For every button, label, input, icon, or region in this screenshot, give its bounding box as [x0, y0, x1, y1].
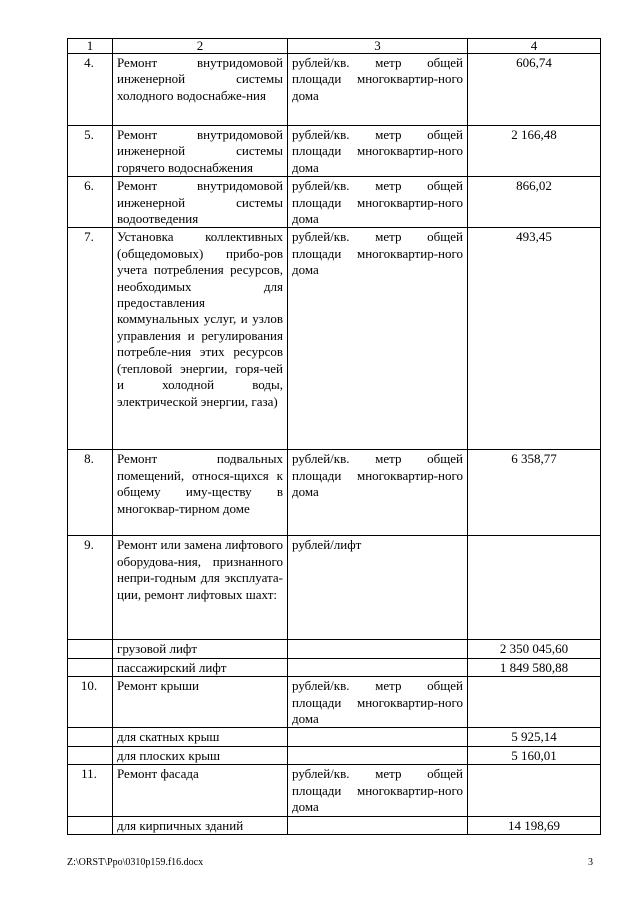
cost-value-cell: 14 198,69 [468, 816, 601, 834]
cost-value-cell [468, 765, 601, 816]
row-number-cell: 4. [68, 54, 113, 126]
unit-cell [288, 640, 468, 658]
unit-cell [288, 728, 468, 746]
work-name-cell: пассажирский лифт [113, 658, 288, 676]
row-number-cell [68, 728, 113, 746]
cost-value-cell: 1 849 580,88 [468, 658, 601, 676]
row-number-cell [68, 640, 113, 658]
header-cell-3: 3 [288, 39, 468, 54]
work-name-cell: Ремонт внутридомовой инженерной системы холодного водоснабже-ния [113, 54, 288, 126]
work-name-cell: грузовой лифт [113, 640, 288, 658]
unit-cell: рублей/лифт [288, 536, 468, 640]
row-number-cell: 8. [68, 450, 113, 536]
cost-value-cell [468, 536, 601, 640]
header-cell-1: 1 [68, 39, 113, 54]
work-name-cell: Ремонт подвальных помещений, относя-щихся к общему иму-ществу в многоквар-тирном доме [113, 450, 288, 536]
unit-cell: рублей/кв. метр общей площади многоквартир-ного дома [288, 126, 468, 177]
unit-cell: рублей/кв. метр общей площади многоквартир-ного дома [288, 677, 468, 728]
unit-cell [288, 658, 468, 676]
cost-value-cell: 5 160,01 [468, 746, 601, 764]
table-row [68, 677, 601, 728]
unit-cell: рублей/кв. метр общей площади многоквартир-ного дома [288, 177, 468, 228]
table-row [68, 728, 601, 746]
table-row [68, 640, 601, 658]
work-name-cell: Ремонт крыши [113, 677, 288, 728]
row-number-cell: 5. [68, 126, 113, 177]
cost-value-cell: 5 925,14 [468, 728, 601, 746]
row-number-cell: 9. [68, 536, 113, 640]
table-row [68, 126, 601, 177]
page-number: 3 [588, 857, 593, 868]
cost-value-cell: 866,02 [468, 177, 601, 228]
unit-cell: рублей/кв. метр общей площади многоквартир-ного дома [288, 54, 468, 126]
table-row [68, 228, 601, 450]
table-row [68, 658, 601, 676]
unit-cell: рублей/кв. метр общей площади многоквартир-ного дома [288, 765, 468, 816]
work-name-cell: Ремонт или замена лифтового оборудова-ния, признанного непри-годным для эксплуата-ции, ремонт лифтовых шахт: [113, 536, 288, 640]
cost-value-cell [468, 677, 601, 728]
work-name-cell: для кирпичных зданий [113, 816, 288, 834]
work-name-cell: Ремонт фасада [113, 765, 288, 816]
work-name-cell: для плоских крыш [113, 746, 288, 764]
row-number-cell [68, 746, 113, 764]
table-row [68, 450, 601, 536]
row-number-cell: 6. [68, 177, 113, 228]
cost-value-cell: 606,74 [468, 54, 601, 126]
row-number-cell: 10. [68, 677, 113, 728]
table-row [68, 746, 601, 764]
work-name-cell: Ремонт внутридомовой инженерной системы горячего водоснабжения [113, 126, 288, 177]
header-cell-2: 2 [113, 39, 288, 54]
work-name-cell: для скатных крыш [113, 728, 288, 746]
unit-cell: рублей/кв. метр общей площади многоквартир-ного дома [288, 228, 468, 450]
header-row [68, 39, 601, 54]
row-number-cell: 11. [68, 765, 113, 816]
tariff-table [67, 38, 601, 835]
row-number-cell [68, 658, 113, 676]
table-row [68, 536, 601, 640]
footer-file-path: Z:\ORST\Ppo\0310p159.f16.docx [67, 857, 204, 868]
work-name-cell: Ремонт внутридомовой инженерной системы водоотведения [113, 177, 288, 228]
unit-cell: рублей/кв. метр общей площади многоквартир-ного дома [288, 450, 468, 536]
unit-cell [288, 816, 468, 834]
table-row [68, 765, 601, 816]
row-number-cell [68, 816, 113, 834]
table-row [68, 816, 601, 834]
header-cell-4: 4 [468, 39, 601, 54]
cost-value-cell: 2 166,48 [468, 126, 601, 177]
cost-value-cell: 6 358,77 [468, 450, 601, 536]
row-number-cell: 7. [68, 228, 113, 450]
cost-value-cell: 493,45 [468, 228, 601, 450]
table-row [68, 54, 601, 126]
work-name-cell: Установка коллективных (общедомовых) прибо-ров учета потребления ресурсов, необходимых для предоставления коммунальных услуг, и узлов управления и регулирования потребле-ния этих ресурсов (тепловой энергии, горя-чей и холодной воды, электрической энергии, газа) [113, 228, 288, 450]
unit-cell [288, 746, 468, 764]
cost-value-cell: 2 350 045,60 [468, 640, 601, 658]
table-row [68, 177, 601, 228]
